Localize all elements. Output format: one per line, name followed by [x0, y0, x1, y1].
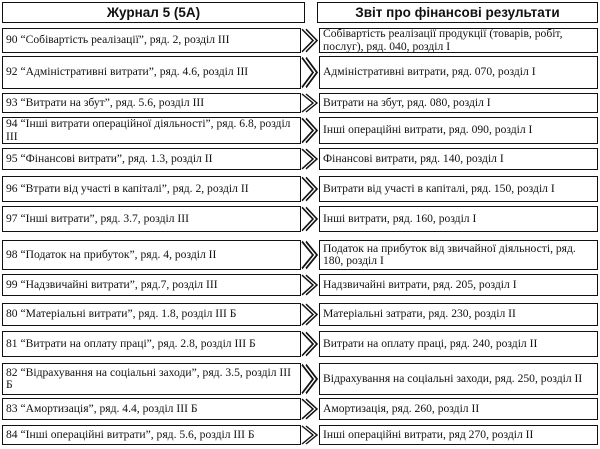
- mapping-row: [0, 363, 600, 395]
- journal-entry-text: 96 “Втрати від участі в капіталі”, ряд. 2, розділ II: [6, 181, 249, 195]
- mapping-row: [0, 28, 600, 53]
- mapping-row: [0, 398, 600, 420]
- journal-entry-text: 97 “Інші витрати”, ряд. 3.7, розділ III: [6, 211, 189, 225]
- mapping-row: [0, 176, 600, 202]
- mapping-row: [0, 425, 600, 445]
- journal-entry-text: 82 “Відрахування на соціальні заходи”, ряд. 3.5, розділ III Б: [6, 365, 292, 391]
- mapping-row: [0, 303, 600, 326]
- report-line-box: [319, 240, 598, 270]
- report-line-box: [319, 398, 598, 420]
- journal-entry-text: 93 “Витрати на збут”, ряд. 5.6, розділ III: [6, 95, 205, 109]
- journal-entry-box: [2, 331, 301, 357]
- journal-entry-text: 95 “Фінансові витрати”, ряд. 1.3, розділ II: [6, 151, 213, 165]
- journal-entry-text: 99 “Надзвичайні витрати”, ряд.7, розділ III: [6, 277, 218, 291]
- mapping-arrow-icon: [301, 363, 319, 395]
- report-line-text: Витрати на оплату праці, ряд. 240, розділ II: [323, 336, 538, 350]
- mapping-arrow-icon: [301, 148, 319, 170]
- journal-entry-box: [2, 363, 301, 395]
- journal-entry-box: [2, 93, 301, 113]
- report-line-text: Матеріальні затрати, ряд. 230, розділ II: [323, 307, 516, 321]
- report-line-box: [319, 363, 598, 395]
- report-line-text: Відрахування на соціальні заходи, ряд. 250, розділ II: [323, 371, 583, 385]
- mapping-arrow-icon: [301, 206, 319, 232]
- mapping-arrow-icon: [301, 274, 319, 296]
- right-column-header: Звіт про фінансові результати: [317, 2, 598, 23]
- journal-entry-text: 94 “Інші витрати операційної діяльності”, ряд. 6.8, розділ III: [6, 117, 291, 143]
- mapping-arrow-icon: [301, 93, 319, 113]
- mapping-row: [0, 206, 600, 232]
- mapping-row: [0, 148, 600, 170]
- journal-entry-box: [2, 303, 301, 326]
- mapping-row: [0, 56, 600, 89]
- report-line-box: [319, 56, 598, 89]
- journal-entry-text: 83 “Амортизація”, ряд. 4.4, розділ III Б: [6, 401, 198, 415]
- report-line-box: [319, 206, 598, 232]
- report-line-box: [319, 303, 598, 326]
- journal-entry-box: [2, 117, 301, 144]
- mapping-arrow-icon: [301, 176, 319, 202]
- mapping-row: [0, 331, 600, 357]
- report-line-box: [319, 93, 598, 113]
- report-line-text: Інші операційні витрати, ряд 270, розділ II: [323, 427, 534, 441]
- mapping-row: [0, 117, 600, 144]
- report-line-text: Адміністративні витрати, ряд. 070, розділ I: [323, 65, 536, 79]
- mapping-arrow-icon: [301, 240, 319, 270]
- report-line-box: [319, 425, 598, 445]
- mapping-arrow-icon: [301, 28, 319, 53]
- mapping-arrow-icon: [301, 425, 319, 445]
- journal-entry-text: 90 “Собівартість реалізації”, ряд. 2, розділ III: [6, 33, 230, 47]
- journal-entry-box: [2, 176, 301, 202]
- report-line-text: Податок на прибуток від звичайної діяльності, ряд. 180, розділ I: [323, 241, 576, 267]
- report-line-box: [319, 176, 598, 202]
- report-line-box: [319, 117, 598, 144]
- report-line-text: Собівартість реалізації продукції (товарів, робіт, послуг), ряд. 040, розділ I: [323, 28, 563, 53]
- report-line-text: Надзвичайні витрати, ряд. 205, розділ I: [323, 277, 517, 291]
- journal-entry-box: [2, 274, 301, 296]
- report-line-text: Фінансові витрати, ряд. 140, розділ I: [323, 151, 504, 165]
- report-line-text: Витрати від участі в капіталі, ряд. 150, розділ I: [323, 181, 555, 195]
- journal-entry-text: 80 “Матеріальні витрати”, ряд. 1.8, розділ III Б: [6, 307, 237, 321]
- journal-entry-box: [2, 148, 301, 170]
- report-line-box: [319, 331, 598, 357]
- mapping-arrow-icon: [301, 303, 319, 326]
- report-line-text: Амортизація, ряд. 260, розділ II: [323, 401, 480, 415]
- mapping-arrow-icon: [301, 56, 319, 89]
- mapping-row: [0, 274, 600, 296]
- report-line-text: Інші витрати, ряд. 160, розділ I: [323, 211, 477, 225]
- report-line-text: Інші операційні витрати, ряд. 090, розділ I: [323, 123, 533, 137]
- journal-entry-text: 84 “Інші операційні витрати”, ряд. 5.6, розділ III Б: [6, 427, 255, 441]
- journal-entry-box: [2, 28, 301, 53]
- journal-entry-text: 98 “Податок на прибуток”, ряд. 4, розділ II: [6, 247, 217, 261]
- mapping-row: [0, 240, 600, 270]
- mapping-arrow-icon: [301, 331, 319, 357]
- report-line-box: [319, 274, 598, 296]
- journal-entry-text: 92 “Адміністративні витрати”, ряд. 4.6, розділ III: [6, 65, 249, 79]
- mapping-arrow-icon: [301, 117, 319, 144]
- report-line-text: Витрати на збут, ряд. 080, розділ I: [323, 95, 491, 109]
- journal-entry-box: [2, 240, 301, 270]
- report-line-box: [319, 28, 598, 53]
- journal-entry-box: [2, 56, 301, 89]
- journal-entry-box: [2, 398, 301, 420]
- journal-entry-box: [2, 206, 301, 232]
- mapping-row: [0, 93, 600, 113]
- mapping-arrow-icon: [301, 398, 319, 420]
- left-column-header: Журнал 5 (5А): [2, 2, 305, 23]
- journal-entry-text: 81 “Витрати на оплату праці”, ряд. 2.8, розділ III Б: [6, 336, 256, 350]
- report-line-box: [319, 148, 598, 170]
- journal-entry-box: [2, 425, 301, 445]
